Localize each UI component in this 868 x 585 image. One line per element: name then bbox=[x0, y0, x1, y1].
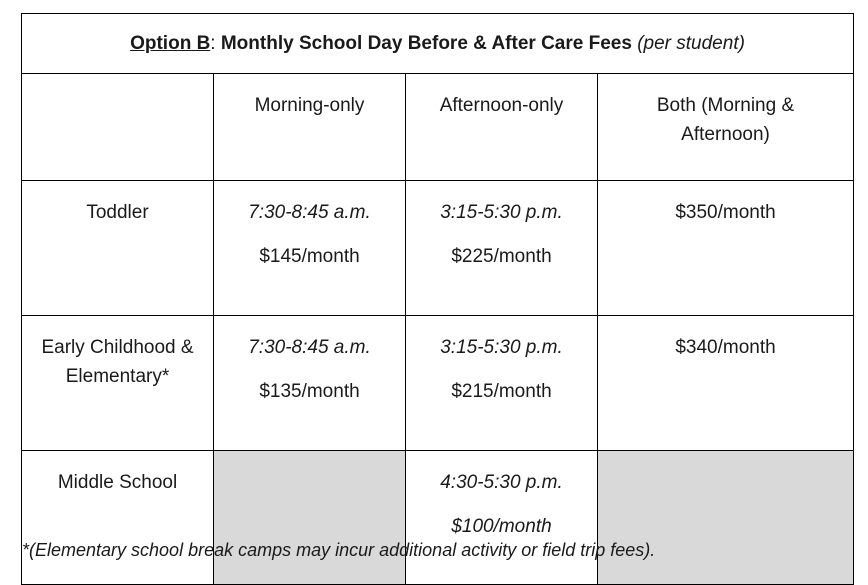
row-label-middle-school: Middle School bbox=[22, 451, 214, 585]
middle-afternoon-price: $100/month bbox=[451, 516, 552, 537]
footnote: *(Elementary school break camps may incur additional activity or field trip fees). bbox=[22, 540, 656, 560]
early-morning-price: $135/month bbox=[259, 381, 360, 402]
early-childhood-label: Early Childhood & Elementary* bbox=[41, 337, 194, 387]
row-label-toddler: Toddler bbox=[22, 181, 214, 316]
title-note: (per student) bbox=[631, 33, 745, 54]
cell-toddler-morning bbox=[214, 181, 406, 316]
middle-both-unavailable bbox=[598, 451, 854, 585]
early-morning-time: 7:30-8:45 a.m. bbox=[248, 337, 371, 358]
header-afternoon: Afternoon-only bbox=[406, 74, 598, 181]
toddler-morning-price: $145/month bbox=[259, 246, 360, 267]
toddler-afternoon-price: $225/month bbox=[451, 246, 552, 267]
option-label: Option B bbox=[130, 33, 211, 54]
fees-table bbox=[21, 13, 854, 585]
cell-early-afternoon bbox=[406, 316, 598, 451]
header-morning: Morning-only bbox=[214, 74, 406, 181]
toddler-morning-time: 7:30-8:45 a.m. bbox=[248, 202, 371, 223]
early-afternoon-time: 3:15-5:30 p.m. bbox=[440, 337, 563, 358]
early-both-price: $340/month bbox=[598, 316, 854, 451]
toddler-both-price: $350/month bbox=[598, 181, 854, 316]
table-title bbox=[22, 14, 854, 74]
cell-toddler-afternoon bbox=[406, 181, 598, 316]
row-label-early-childhood bbox=[22, 316, 214, 451]
title-colon: : bbox=[210, 33, 216, 54]
early-afternoon-price: $215/month bbox=[451, 381, 552, 402]
header-both bbox=[598, 74, 854, 181]
cell-early-morning bbox=[214, 316, 406, 451]
header-empty bbox=[22, 74, 214, 181]
toddler-afternoon-time: 3:15-5:30 p.m. bbox=[440, 202, 563, 223]
title-main: Monthly School Day Before & After Care Fees bbox=[215, 33, 632, 54]
middle-morning-unavailable bbox=[214, 451, 406, 585]
header-both-label: Both (Morning & Afternoon) bbox=[656, 95, 795, 145]
middle-afternoon-time: 4:30-5:30 p.m. bbox=[440, 472, 563, 493]
cell-middle-afternoon bbox=[406, 451, 598, 585]
